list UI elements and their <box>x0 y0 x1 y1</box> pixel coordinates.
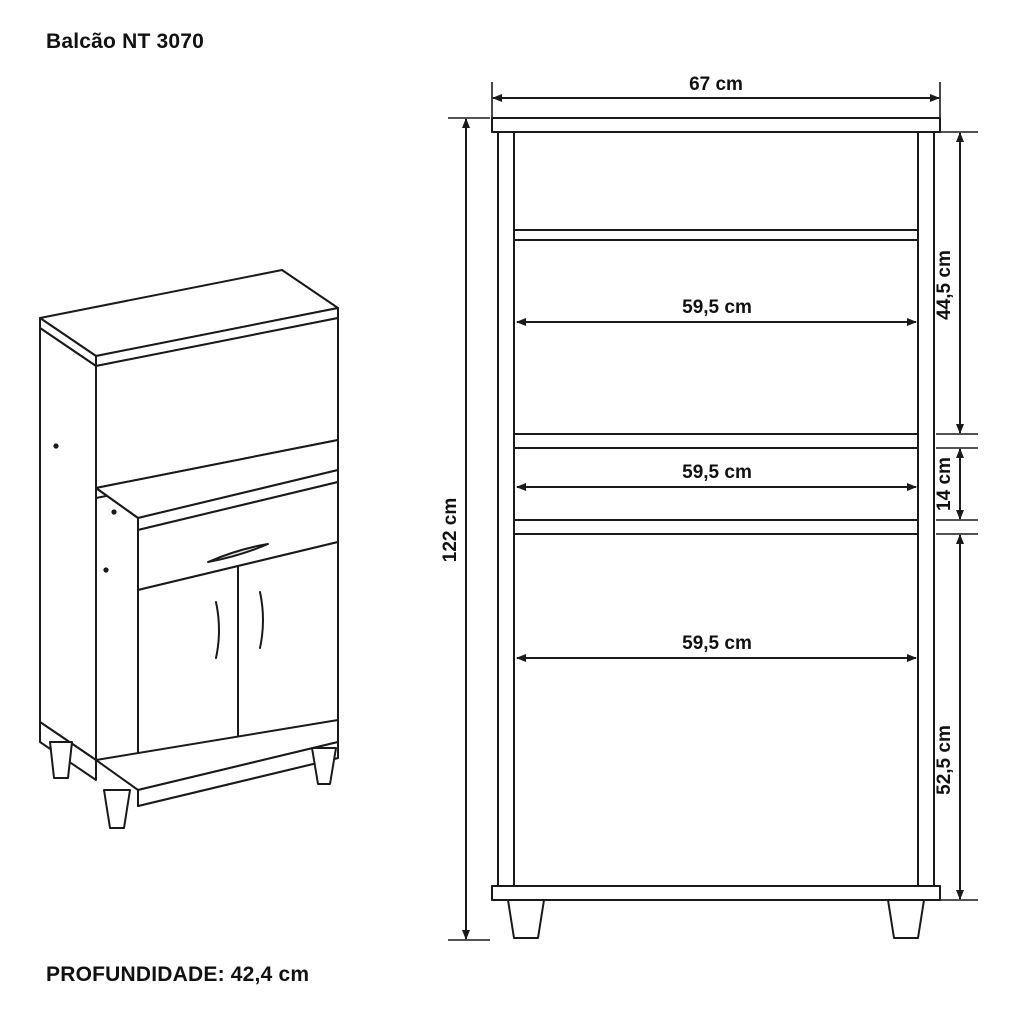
dim-label-section-bottom: 52,5 cm <box>934 725 955 795</box>
dim-label-inner-bottom: 59,5 cm <box>682 633 752 654</box>
dim-label-inner-top: 59,5 cm <box>682 297 752 318</box>
dim-label-height-total: 122 cm <box>440 497 461 563</box>
left-side-panel <box>40 328 96 760</box>
detail-dot-1 <box>54 444 57 447</box>
depth-label: PROFUNDIDADE: 42,4 cm <box>46 963 310 986</box>
front-left-panel <box>498 132 514 900</box>
perspective-svg <box>20 250 400 830</box>
foot-back-left <box>50 742 72 778</box>
detail-dot-3 <box>104 568 107 571</box>
section-divider-top-middle <box>514 434 918 448</box>
dim-label-section-middle: 14 cm <box>934 457 955 511</box>
front-top-board <box>492 118 940 132</box>
detail-dot-2 <box>112 510 115 513</box>
dim-label-inner-middle: 59,5 cm <box>682 462 752 483</box>
perspective-view <box>20 250 400 830</box>
dim-label-width-total: 67 cm <box>689 74 743 95</box>
technical-view <box>430 60 1010 970</box>
upper-divider <box>514 230 918 240</box>
front-carcass-outline <box>498 132 934 900</box>
front-right-panel <box>918 132 934 900</box>
foot-front-right <box>312 748 336 784</box>
section-divider-middle-bottom <box>514 520 918 534</box>
front-base-board <box>492 886 940 900</box>
page-title: Balcão NT 3070 <box>46 30 205 53</box>
front-foot-left <box>508 900 544 938</box>
technical-svg <box>430 60 1010 970</box>
dim-label-section-top: 44,5 cm <box>934 250 955 320</box>
front-foot-right <box>888 900 924 938</box>
foot-front-left <box>104 790 130 828</box>
